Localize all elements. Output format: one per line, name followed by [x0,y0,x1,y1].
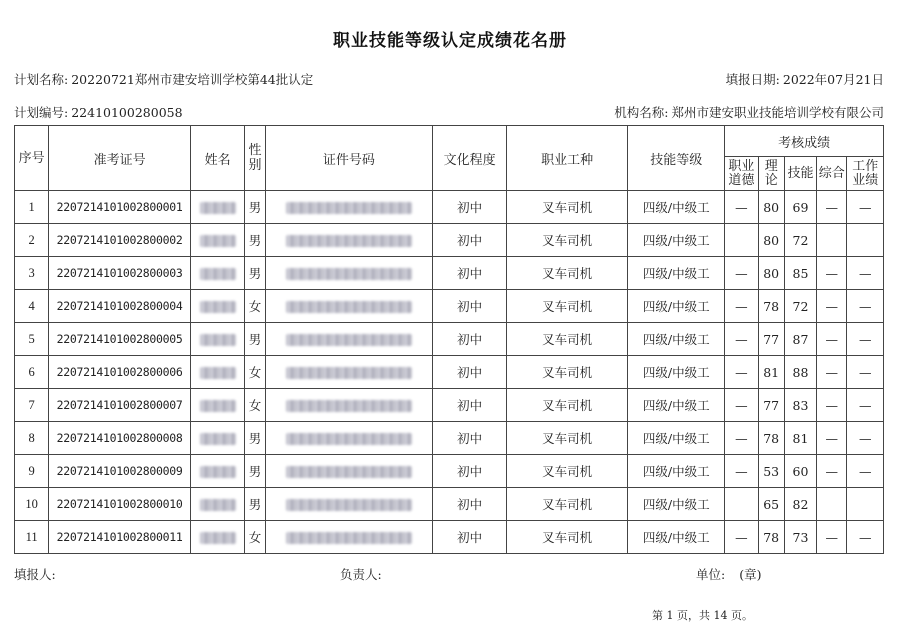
cell-work-performance: — [847,257,884,290]
cell-comprehensive: — [817,257,847,290]
seal-placeholder: (章) [739,567,762,582]
cell-comprehensive: — [817,455,847,488]
header-exam-no: 准考证号 [49,126,190,191]
cell-theory: 78 [758,290,784,323]
cell-ethics: — [725,521,758,554]
cell-occupation: 叉车司机 [507,323,628,356]
header-occupation: 职业工种 [507,126,628,191]
fill-date-value: 2022年07月21日 [782,72,884,87]
cell-level: 四级/中级工 [628,455,725,488]
cell-comprehensive: — [817,422,847,455]
cell-ethics: — [725,257,758,290]
cell-exam-no: 2207214101002800001 [49,191,190,224]
cell-id-no [265,191,433,224]
table-row [15,356,884,389]
cell-skill: 83 [784,389,816,422]
cell-gender: 男 [245,224,265,257]
plan-number-value: 22410100280058 [71,105,183,120]
redacted-name [200,334,236,346]
document-title: 职业技能等级认定成绩花名册 [333,31,567,51]
cell-ethics [725,224,758,257]
redacted-name [200,202,236,214]
cell-education: 初中 [433,224,507,257]
redacted-id-number [286,433,412,445]
cell-id-no [265,422,433,455]
cell-seq: 9 [15,455,49,488]
cell-skill: 69 [784,191,816,224]
cell-education: 初中 [433,290,507,323]
cell-skill: 88 [784,356,816,389]
redacted-name [200,235,236,247]
cell-id-no [265,488,433,521]
cell-gender: 男 [245,422,265,455]
cell-exam-no: 2207214101002800006 [49,356,190,389]
table-row [15,389,884,422]
cell-skill: 87 [784,323,816,356]
cell-work-performance [847,488,884,521]
redacted-id-number [286,202,412,214]
responsible-label: 负责人: [340,567,382,582]
cell-theory: 78 [758,422,784,455]
cell-gender: 男 [245,191,265,224]
cell-id-no [265,389,433,422]
cell-occupation: 叉车司机 [507,488,628,521]
cell-id-no [265,455,433,488]
cell-comprehensive: — [817,290,847,323]
header-comprehensive: 综合 [817,157,847,191]
cell-comprehensive: — [817,521,847,554]
cell-level: 四级/中级工 [628,290,725,323]
fill-date-label: 填报日期: [725,72,780,87]
cell-level: 四级/中级工 [628,323,725,356]
cell-seq: 10 [15,488,49,521]
cell-id-no [265,290,433,323]
cell-exam-no: 2207214101002800009 [49,455,190,488]
cell-exam-no: 2207214101002800007 [49,389,190,422]
cell-level: 四级/中级工 [628,521,725,554]
page-indicator: 第 1 页，共 14 页。 [652,609,753,622]
redacted-name [200,400,236,412]
cell-work-performance [847,224,884,257]
cell-work-performance: — [847,323,884,356]
fill-date [726,70,884,88]
cell-gender: 女 [245,290,265,323]
institution-label: 机构名称: [614,105,669,120]
table-row [15,488,884,521]
cell-seq: 6 [15,356,49,389]
cell-occupation: 叉车司机 [507,422,628,455]
cell-name [190,422,245,455]
cell-gender: 男 [245,257,265,290]
header-education: 文化程度 [433,126,507,191]
cell-exam-no: 2207214101002800004 [49,290,190,323]
filler-label: 填报人: [14,567,56,582]
cell-theory: 78 [758,521,784,554]
cell-skill: 60 [784,455,816,488]
redacted-name [200,301,236,313]
cell-occupation: 叉车司机 [507,455,628,488]
cell-theory: 53 [758,455,784,488]
cell-comprehensive [817,224,847,257]
cell-gender: 女 [245,356,265,389]
cell-name [190,323,245,356]
cell-theory: 80 [758,191,784,224]
cell-id-no [265,323,433,356]
cell-comprehensive: — [817,191,847,224]
cell-level: 四级/中级工 [628,257,725,290]
cell-education: 初中 [433,356,507,389]
cell-education: 初中 [433,191,507,224]
cell-occupation: 叉车司机 [507,290,628,323]
cell-exam-no: 2207214101002800005 [49,323,190,356]
table-row [15,323,884,356]
cell-work-performance: — [847,455,884,488]
redacted-name [200,499,236,511]
cell-education: 初中 [433,422,507,455]
cell-seq: 1 [15,191,49,224]
header-theory: 理论 [758,157,784,191]
cell-exam-no: 2207214101002800010 [49,488,190,521]
redacted-id-number [286,499,412,511]
cell-seq: 2 [15,224,49,257]
cell-ethics: — [725,290,758,323]
cell-gender: 男 [245,488,265,521]
header-scores-group: 考核成绩 [725,126,884,157]
redacted-id-number [286,532,412,544]
cell-occupation: 叉车司机 [507,356,628,389]
cell-name [190,356,245,389]
cell-education: 初中 [433,389,507,422]
cell-name [190,224,245,257]
cell-occupation: 叉车司机 [507,389,628,422]
cell-work-performance: — [847,290,884,323]
cell-education: 初中 [433,521,507,554]
cell-skill: 73 [784,521,816,554]
score-roster-table [14,125,884,554]
plan-name-label: 计划名称: [14,72,69,87]
table-body [15,191,884,554]
cell-comprehensive [817,488,847,521]
plan-name-value: 20220721郑州市建安培训学校第44批认定 [71,72,314,87]
header-ethics: 职业道德 [725,157,758,191]
cell-education: 初中 [433,323,507,356]
cell-seq: 3 [15,257,49,290]
cell-ethics [725,488,758,521]
header-id-no: 证件号码 [265,126,433,191]
cell-work-performance: — [847,356,884,389]
cell-skill: 72 [784,290,816,323]
cell-name [190,521,245,554]
institution-value: 郑州市建安职业技能培训学校有限公司 [671,105,884,120]
cell-work-performance: — [847,191,884,224]
cell-occupation: 叉车司机 [507,191,628,224]
redacted-id-number [286,235,412,247]
plan-number-label: 计划编号: [14,105,69,120]
cell-theory: 80 [758,224,784,257]
header-seq: 序号 [15,126,49,191]
header-level: 技能等级 [628,126,725,191]
cell-theory: 80 [758,257,784,290]
plan-number [14,103,183,121]
cell-name [190,257,245,290]
cell-level: 四级/中级工 [628,488,725,521]
cell-level: 四级/中级工 [628,389,725,422]
unit-field [696,565,761,583]
cell-education: 初中 [433,488,507,521]
cell-id-no [265,257,433,290]
redacted-id-number [286,268,412,280]
cell-exam-no: 2207214101002800002 [49,224,190,257]
cell-exam-no: 2207214101002800008 [49,422,190,455]
cell-level: 四级/中级工 [628,191,725,224]
cell-id-no [265,224,433,257]
cell-seq: 7 [15,389,49,422]
cell-skill: 72 [784,224,816,257]
cell-level: 四级/中级工 [628,356,725,389]
cell-theory: 77 [758,389,784,422]
cell-occupation: 叉车司机 [507,224,628,257]
cell-gender: 女 [245,389,265,422]
cell-level: 四级/中级工 [628,422,725,455]
cell-name [190,488,245,521]
cell-seq: 11 [15,521,49,554]
header-name: 姓名 [190,126,245,191]
cell-name [190,191,245,224]
cell-comprehensive: — [817,389,847,422]
cell-comprehensive: — [817,323,847,356]
table-row [15,521,884,554]
cell-ethics: — [725,389,758,422]
header-work-performance: 工作业绩 [847,157,884,191]
redacted-id-number [286,334,412,346]
cell-occupation: 叉车司机 [507,257,628,290]
cell-theory: 65 [758,488,784,521]
cell-gender: 男 [245,455,265,488]
cell-work-performance: — [847,389,884,422]
cell-name [190,389,245,422]
cell-ethics: — [725,422,758,455]
cell-ethics: — [725,323,758,356]
cell-seq: 8 [15,422,49,455]
table-row [15,422,884,455]
table-row [15,455,884,488]
cell-comprehensive: — [817,356,847,389]
cell-name [190,455,245,488]
cell-exam-no: 2207214101002800003 [49,257,190,290]
cell-skill: 81 [784,422,816,455]
table-row [15,191,884,224]
cell-gender: 男 [245,323,265,356]
cell-skill: 85 [784,257,816,290]
table-row [15,257,884,290]
cell-id-no [265,356,433,389]
cell-ethics: — [725,356,758,389]
redacted-name [200,268,236,280]
table-row [15,290,884,323]
redacted-id-number [286,400,412,412]
unit-label: 单位: [696,567,726,582]
cell-education: 初中 [433,257,507,290]
cell-education: 初中 [433,455,507,488]
cell-seq: 4 [15,290,49,323]
cell-exam-no: 2207214101002800011 [49,521,190,554]
cell-ethics: — [725,191,758,224]
institution [614,103,884,121]
redacted-name [200,532,236,544]
redacted-id-number [286,367,412,379]
redacted-name [200,367,236,379]
cell-work-performance: — [847,521,884,554]
cell-occupation: 叉车司机 [507,521,628,554]
cell-theory: 81 [758,356,784,389]
cell-seq: 5 [15,323,49,356]
cell-ethics: — [725,455,758,488]
redacted-id-number [286,466,412,478]
redacted-name [200,433,236,445]
header-gender: 性别 [245,126,265,191]
table-row [15,224,884,257]
redacted-id-number [286,301,412,313]
cell-work-performance: — [847,422,884,455]
cell-level: 四级/中级工 [628,224,725,257]
plan-name [14,70,313,88]
cell-name [190,290,245,323]
header-skill: 技能 [784,157,816,191]
redacted-name [200,466,236,478]
cell-gender: 女 [245,521,265,554]
cell-skill: 82 [784,488,816,521]
header-row-top [15,126,884,157]
cell-id-no [265,521,433,554]
cell-theory: 77 [758,323,784,356]
